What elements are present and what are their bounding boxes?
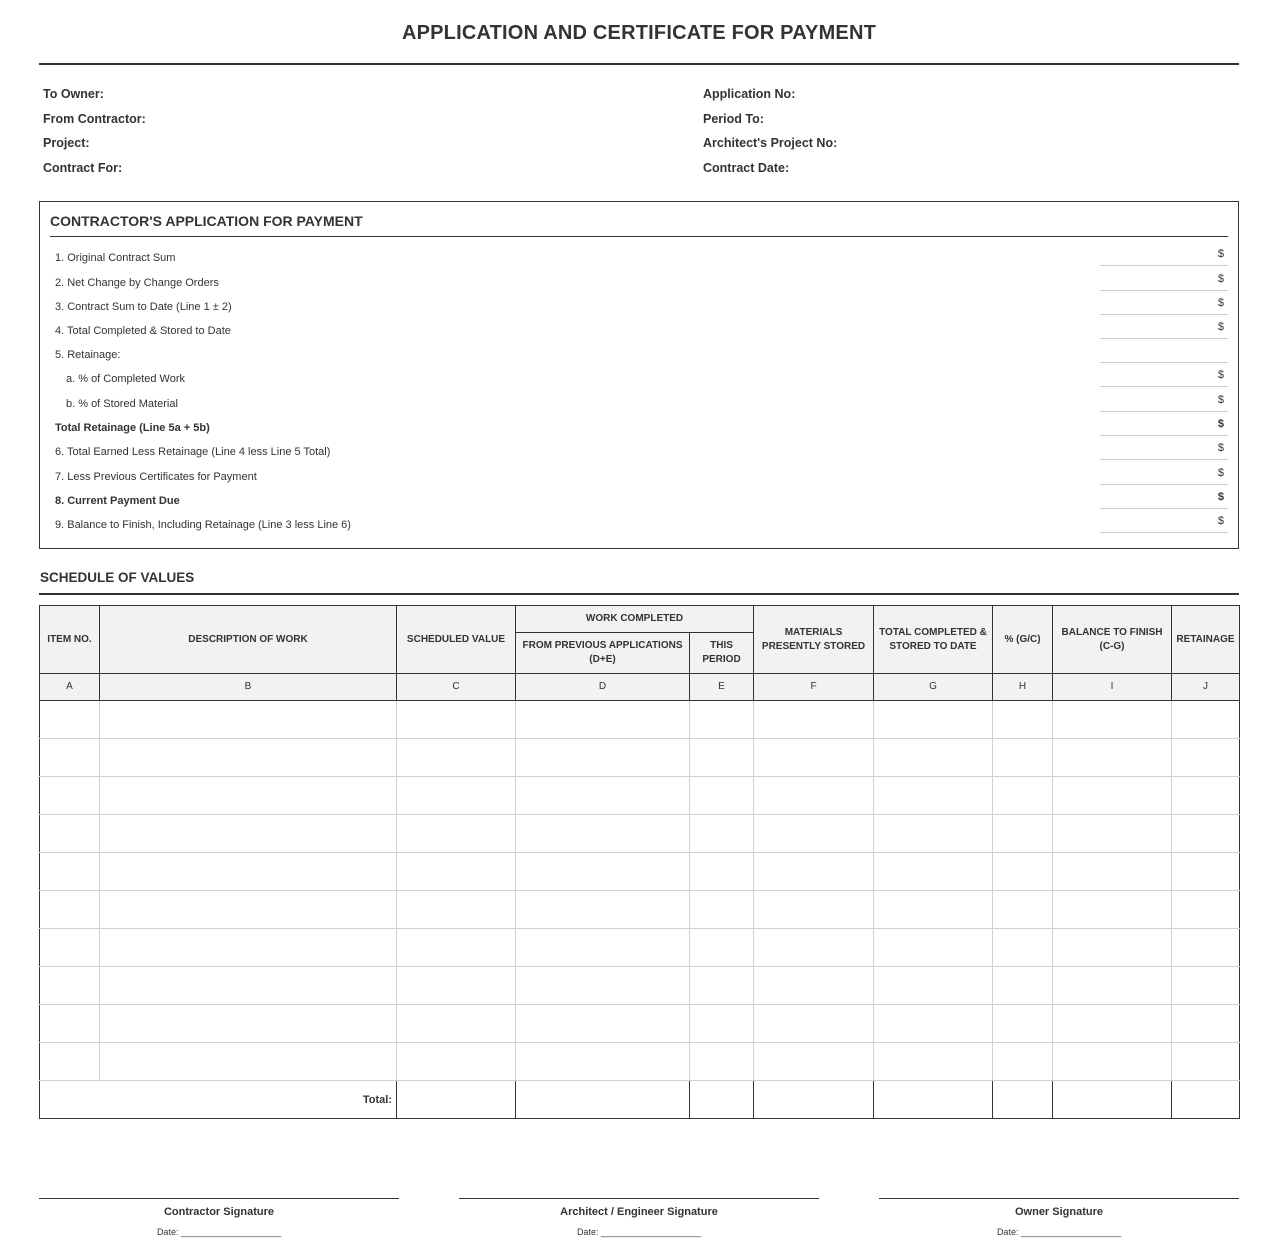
application-title-divider bbox=[50, 236, 1228, 237]
line-total-earned-less-retainage: 6. Total Earned Less Retainage (Line 4 less Line 5 Total) bbox=[55, 446, 331, 458]
application-no-label: Application No: bbox=[703, 87, 796, 101]
line-retainage-stored-material: b. % of Stored Material bbox=[66, 398, 178, 410]
amount-balance-to-finish[interactable]: $ bbox=[1100, 515, 1228, 533]
table-row bbox=[40, 815, 1240, 853]
owner-signature-line[interactable] bbox=[879, 1198, 1239, 1199]
line-retainage: 5. Retainage: bbox=[55, 349, 121, 361]
line-balance-to-finish: 9. Balance to Finish, Including Retainage (Line 3 less Line 6) bbox=[55, 519, 351, 531]
schedule-title-divider bbox=[39, 593, 1239, 595]
table-row bbox=[40, 1005, 1240, 1043]
page-title: APPLICATION AND CERTIFICATE FOR PAYMENT bbox=[401, 22, 877, 44]
amount-total-retainage[interactable]: $ bbox=[1100, 418, 1228, 436]
from-contractor-label: From Contractor: bbox=[43, 112, 146, 126]
total-from-previous[interactable] bbox=[516, 1081, 690, 1119]
table-row bbox=[40, 739, 1240, 777]
application-section-title: CONTRACTOR'S APPLICATION FOR PAYMENT bbox=[50, 213, 363, 229]
column-letter-j: J bbox=[1172, 674, 1240, 701]
owner-signature-label: Owner Signature bbox=[1014, 1206, 1104, 1218]
column-letter-h: H bbox=[993, 674, 1053, 701]
table-row bbox=[40, 777, 1240, 815]
contract-for-label: Contract For: bbox=[43, 161, 123, 175]
column-letter-e: E bbox=[690, 674, 754, 701]
title-divider bbox=[39, 63, 1239, 65]
table-row bbox=[40, 853, 1240, 891]
amount-total-completed-stored[interactable]: $ bbox=[1100, 321, 1228, 339]
architect-project-no-label: Architect's Project No: bbox=[703, 136, 838, 150]
amount-retainage-completed-work[interactable]: $ bbox=[1100, 369, 1228, 387]
column-letter-c: C bbox=[397, 674, 516, 701]
total-row bbox=[40, 1081, 1240, 1119]
header-total-completed: TOTAL COMPLETED & STORED TO DATE bbox=[874, 606, 993, 674]
column-letter-g: G bbox=[874, 674, 993, 701]
contractor-signature-label: Contractor Signature bbox=[163, 1206, 274, 1218]
header-retainage: RETAINAGE bbox=[1172, 606, 1240, 674]
contractor-signature-date[interactable]: Date: ____________________ bbox=[156, 1227, 282, 1237]
total-retainage[interactable] bbox=[1172, 1081, 1240, 1119]
line-net-change-orders: 2. Net Change by Change Orders bbox=[55, 277, 219, 289]
header-from-previous: FROM PREVIOUS APPLICATIONS (D+E) bbox=[516, 633, 690, 674]
amount-less-previous-certificates[interactable]: $ bbox=[1100, 467, 1228, 485]
header-percent: % (G/C) bbox=[993, 606, 1053, 674]
total-label: Total: bbox=[40, 1081, 397, 1119]
column-letter-f: F bbox=[754, 674, 874, 701]
to-owner-label: To Owner: bbox=[43, 87, 104, 101]
total-materials-stored[interactable] bbox=[754, 1081, 874, 1119]
line-total-completed-stored: 4. Total Completed & Stored to Date bbox=[55, 325, 231, 337]
amount-retainage-stored-material[interactable]: $ bbox=[1100, 394, 1228, 412]
table-row bbox=[40, 929, 1240, 967]
column-letter-i: I bbox=[1053, 674, 1172, 701]
contract-date-label: Contract Date: bbox=[703, 161, 790, 175]
header-materials-stored: MATERIALS PRESENTLY STORED bbox=[754, 606, 874, 674]
amount-net-change-orders[interactable]: $ bbox=[1100, 273, 1228, 291]
table-row bbox=[40, 701, 1240, 739]
table-row bbox=[40, 891, 1240, 929]
project-label: Project: bbox=[43, 136, 90, 150]
owner-signature-date[interactable]: Date: ____________________ bbox=[996, 1227, 1122, 1237]
header-description: DESCRIPTION OF WORK bbox=[100, 606, 397, 674]
total-percent[interactable] bbox=[993, 1081, 1053, 1119]
header-item-no: ITEM NO. bbox=[40, 606, 100, 674]
schedule-of-values-title: SCHEDULE OF VALUES bbox=[40, 570, 195, 585]
amount-retainage[interactable] bbox=[1100, 345, 1228, 363]
line-original-contract-sum: 1. Original Contract Sum bbox=[55, 252, 176, 264]
amount-original-contract-sum[interactable]: $ bbox=[1100, 248, 1228, 266]
architect-signature-label: Architect / Engineer Signature bbox=[560, 1206, 718, 1218]
amount-total-earned-less-retainage[interactable]: $ bbox=[1100, 442, 1228, 460]
total-completed-stored[interactable] bbox=[874, 1081, 993, 1119]
column-letter-b: B bbox=[100, 674, 397, 701]
architect-signature-line[interactable] bbox=[459, 1198, 819, 1199]
column-letter-a: A bbox=[40, 674, 100, 701]
amount-current-payment-due[interactable]: $ bbox=[1100, 491, 1228, 509]
header-balance-to-finish: BALANCE TO FINISH (C-G) bbox=[1053, 606, 1172, 674]
header-work-completed: WORK COMPLETED bbox=[516, 606, 754, 633]
period-to-label: Period To: bbox=[703, 112, 764, 126]
schedule-of-values-table bbox=[39, 605, 1240, 1119]
line-retainage-completed-work: a. % of Completed Work bbox=[66, 373, 186, 385]
total-this-period[interactable] bbox=[690, 1081, 754, 1119]
line-current-payment-due: 8. Current Payment Due bbox=[55, 495, 180, 507]
header-this-period: THIS PERIOD bbox=[690, 633, 754, 674]
line-less-previous-certificates: 7. Less Previous Certificates for Payment bbox=[55, 471, 257, 483]
line-contract-sum-to-date: 3. Contract Sum to Date (Line 1 ± 2) bbox=[55, 301, 232, 313]
schedule-rows bbox=[40, 701, 1240, 1081]
header-scheduled-value: SCHEDULED VALUE bbox=[397, 606, 516, 674]
line-total-retainage: Total Retainage (Line 5a + 5b) bbox=[55, 422, 210, 434]
contractor-signature-line[interactable] bbox=[39, 1198, 399, 1199]
total-scheduled-value[interactable] bbox=[397, 1081, 516, 1119]
table-row bbox=[40, 967, 1240, 1005]
total-balance-to-finish[interactable] bbox=[1053, 1081, 1172, 1119]
architect-signature-date[interactable]: Date: ____________________ bbox=[576, 1227, 702, 1237]
contractor-application-section bbox=[39, 201, 1239, 549]
amount-contract-sum-to-date[interactable]: $ bbox=[1100, 297, 1228, 315]
table-row bbox=[40, 1043, 1240, 1081]
column-letter-d: D bbox=[516, 674, 690, 701]
